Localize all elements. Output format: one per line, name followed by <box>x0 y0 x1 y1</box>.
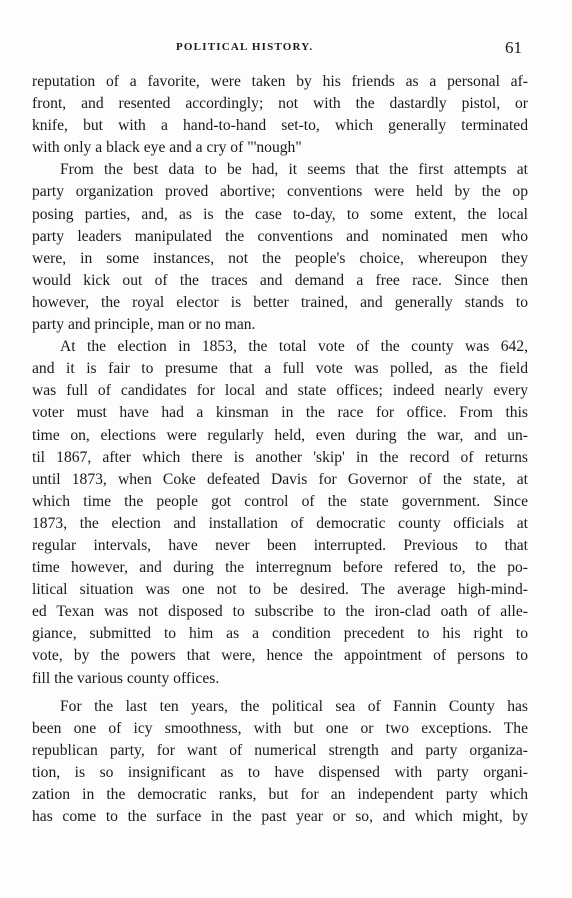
body-text <box>32 71 528 828</box>
text-line: were, in some instances, not the people's choice, whereupon they <box>32 249 528 267</box>
text-line: For the last ten years, the political sea of Fannin County has <box>60 697 528 715</box>
text-line: til 1867, after which there is another 'skip' in the record of returns <box>32 448 528 466</box>
text-line: giance, submitted to him as a condition precedent to his right to <box>32 625 528 643</box>
text-line: tion, is so insignificant as to have dispensed with party organi- <box>32 763 528 781</box>
text-line: ed Texan was not disposed to subscribe to the iron-clad oath of alle- <box>32 603 528 621</box>
text-line: republican party, for want of numerical strength and party organiza- <box>32 741 528 759</box>
paragraph <box>32 159 528 336</box>
text-line: has come to the surface in the past year or so, and which might, by <box>32 808 528 826</box>
text-line: until 1873, when Coke defeated Davis for Governor of the state, at <box>32 470 528 488</box>
text-line: however, the royal elector is better trained, and generally stands to <box>32 293 528 311</box>
text-line: and it is fair to presume that a full vote was polled, as the field <box>32 360 528 378</box>
text-line: From the best data to be had, it seems that the first attempts at <box>60 161 528 179</box>
paragraph <box>32 696 528 829</box>
text-line: party leaders manipulated the conventions and nominated men who <box>32 227 528 245</box>
text-line: voter must have had a kinsman in the race for office. From this <box>32 404 528 422</box>
paragraph <box>32 71 528 159</box>
text-line: front, and resented accordingly; not with the dastardly pistol, or <box>32 95 528 113</box>
text-line: litical situation was one not to be desired. The average high-mind- <box>32 581 528 599</box>
text-line: party organization proved abortive; conventions were held by the op <box>32 183 528 201</box>
text-line: knife, but with a hand-to-hand set-to, which generally terminated <box>32 117 528 135</box>
text-line: posing parties, and, as is the case to-day, to some extent, the local <box>32 205 528 223</box>
text-line: been one of icy smoothness, with but one or two exceptions. The <box>32 719 528 737</box>
text-line: zation in the democratic ranks, but for an independent party which <box>32 786 528 803</box>
text-line: party and principle, man or no man. <box>32 316 256 334</box>
text-line: time however, and during the interregnum before refered to, the po- <box>32 559 528 577</box>
text-line: fill the various county offices. <box>32 669 220 687</box>
text-line: regular intervals, have never been interrupted. Previous to that <box>32 536 528 554</box>
text-line: vote, by the powers that were, hence the appointment of persons to <box>32 647 528 665</box>
text-line: with only a black eye and a cry of "'nough" <box>32 139 302 157</box>
page-number: 61 <box>505 38 522 57</box>
running-head <box>0 38 572 58</box>
text-line: would kick out of the traces and demand a free race. Since then <box>32 271 528 289</box>
paragraph <box>32 336 528 690</box>
text-line: reputation of a favorite, were taken by his friends as a personal af- <box>32 73 528 90</box>
running-head-title: POLITICAL HISTORY. <box>176 41 314 53</box>
text-line: At the election in 1853, the total vote of the county was 642, <box>60 338 528 356</box>
text-line: 1873, the election and installation of democratic county officials at <box>32 514 528 532</box>
text-line: time on, elections were regularly held, even during the war, and un- <box>32 426 528 444</box>
text-line: was full of candidates for local and state offices; indeed nearly every <box>32 382 528 400</box>
text-line: which time the people got control of the state government. Since <box>32 492 528 510</box>
